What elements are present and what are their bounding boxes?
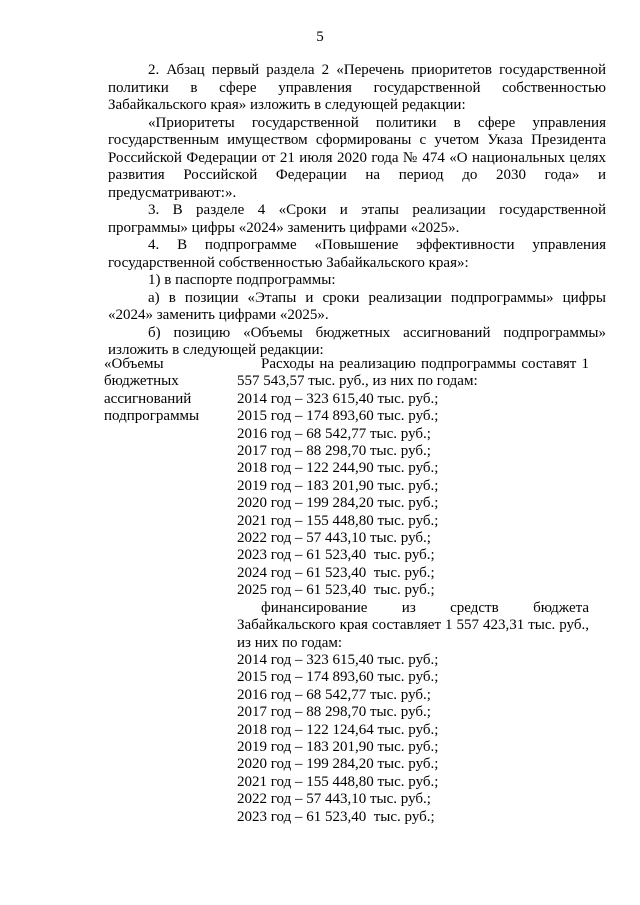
paragraph-4-1: 1) в паспорте подпрограммы: (148, 272, 336, 288)
year-line: 2016 год – 68 542,77 тыс. руб.; (237, 686, 431, 703)
paragraph-4-1-b: б) позицию «Объемы бюджетных ассигнований подпрограммы» изложить в следующей редакции: (108, 324, 606, 358)
year-line: 2017 год – 88 298,70 тыс. руб.; (237, 704, 431, 721)
year-line: 2019 год – 183 201,90 тыс. руб.; (237, 738, 439, 755)
paragraph-priorities-quote: «Приоритеты государственной политики в сфере управления государственным имуществом сформированы с учетом Указа Президента Российской Федерации от 21 июля 2020 года № 474 «О национальных целях развития Российской Федерации на период до 2030 года» и предусматривают:». (108, 114, 606, 201)
year-line: 2019 год – 183 201,90 тыс. руб.; (237, 477, 439, 494)
year-line: 2024 год – 61 523,40 тыс. руб.; (237, 564, 435, 581)
table-value-cell (237, 356, 589, 826)
year-line: 2014 год – 323 615,40 тыс. руб.; (237, 390, 439, 407)
year-line: 2018 год – 122 244,90 тыс. руб.; (237, 460, 439, 477)
paragraph-3: 3. В разделе 4 «Сроки и этапы реализации государственной программы» цифры «2024» заменить цифрами «2025». (108, 202, 606, 236)
year-line: 2021 год – 155 448,80 тыс. руб.; (237, 773, 439, 790)
year-line: 2022 год – 57 443,10 тыс. руб.; (237, 530, 431, 547)
year-line: 2015 год – 174 893,60 тыс. руб.; (237, 669, 439, 686)
table-label-line: «Объемы (104, 356, 164, 372)
year-line: 2025 год – 61 523,40 тыс. руб.; (237, 582, 435, 599)
year-line: 2023 год – 61 523,40 тыс. руб.; (237, 547, 435, 564)
paragraph-4: 4. В подпрограмме «Повышение эффективности управления государственной собственностью Забайкальского края»: (108, 237, 606, 271)
document-body (108, 62, 606, 360)
table-label-cell (104, 356, 224, 426)
year-line: 2016 год – 68 542,77 тыс. руб.; (237, 425, 431, 442)
year-line: 2015 год – 174 893,60 тыс. руб.; (237, 408, 439, 425)
year-line: 2017 год – 88 298,70 тыс. руб.; (237, 443, 431, 460)
total-expenses-text: Расходы на реализацию подпрограммы составят 1 557 543,57 тыс. руб., из них по годам: (237, 356, 589, 390)
year-line: 2014 год – 323 615,40 тыс. руб.; (237, 651, 439, 668)
paragraph-4-1-a: а) в позиции «Этапы и сроки реализации подпрограммы» цифры «2024» заменить цифрами «2025». (108, 289, 606, 323)
year-line: 2018 год – 122 124,64 тыс. руб.; (237, 721, 439, 738)
table-label-line: подпрограммы (104, 408, 200, 425)
year-line: 2022 год – 57 443,10 тыс. руб.; (237, 791, 431, 808)
year-line: 2023 год – 61 523,40 тыс. руб.; (237, 808, 435, 825)
table-label-line: ассигнований (104, 390, 192, 407)
table-label-line: бюджетных (104, 373, 179, 390)
year-line: 2021 год – 155 448,80 тыс. руб.; (237, 512, 439, 529)
year-line: 2020 год – 199 284,20 тыс. руб.; (237, 756, 439, 773)
year-line: 2020 год – 199 284,20 тыс. руб.; (237, 495, 439, 512)
regional-budget-text: финансирование из средств бюджета Забайкальского края составляет 1 557 423,31 тыс. руб., из них по годам: (237, 599, 589, 651)
paragraph-2: 2. Абзац первый раздела 2 «Перечень приоритетов государственной политики в сфере управления государственной собственностью Забайкальского края» изложить в следующей редакции: (108, 62, 606, 113)
page-number: 5 (316, 29, 324, 45)
